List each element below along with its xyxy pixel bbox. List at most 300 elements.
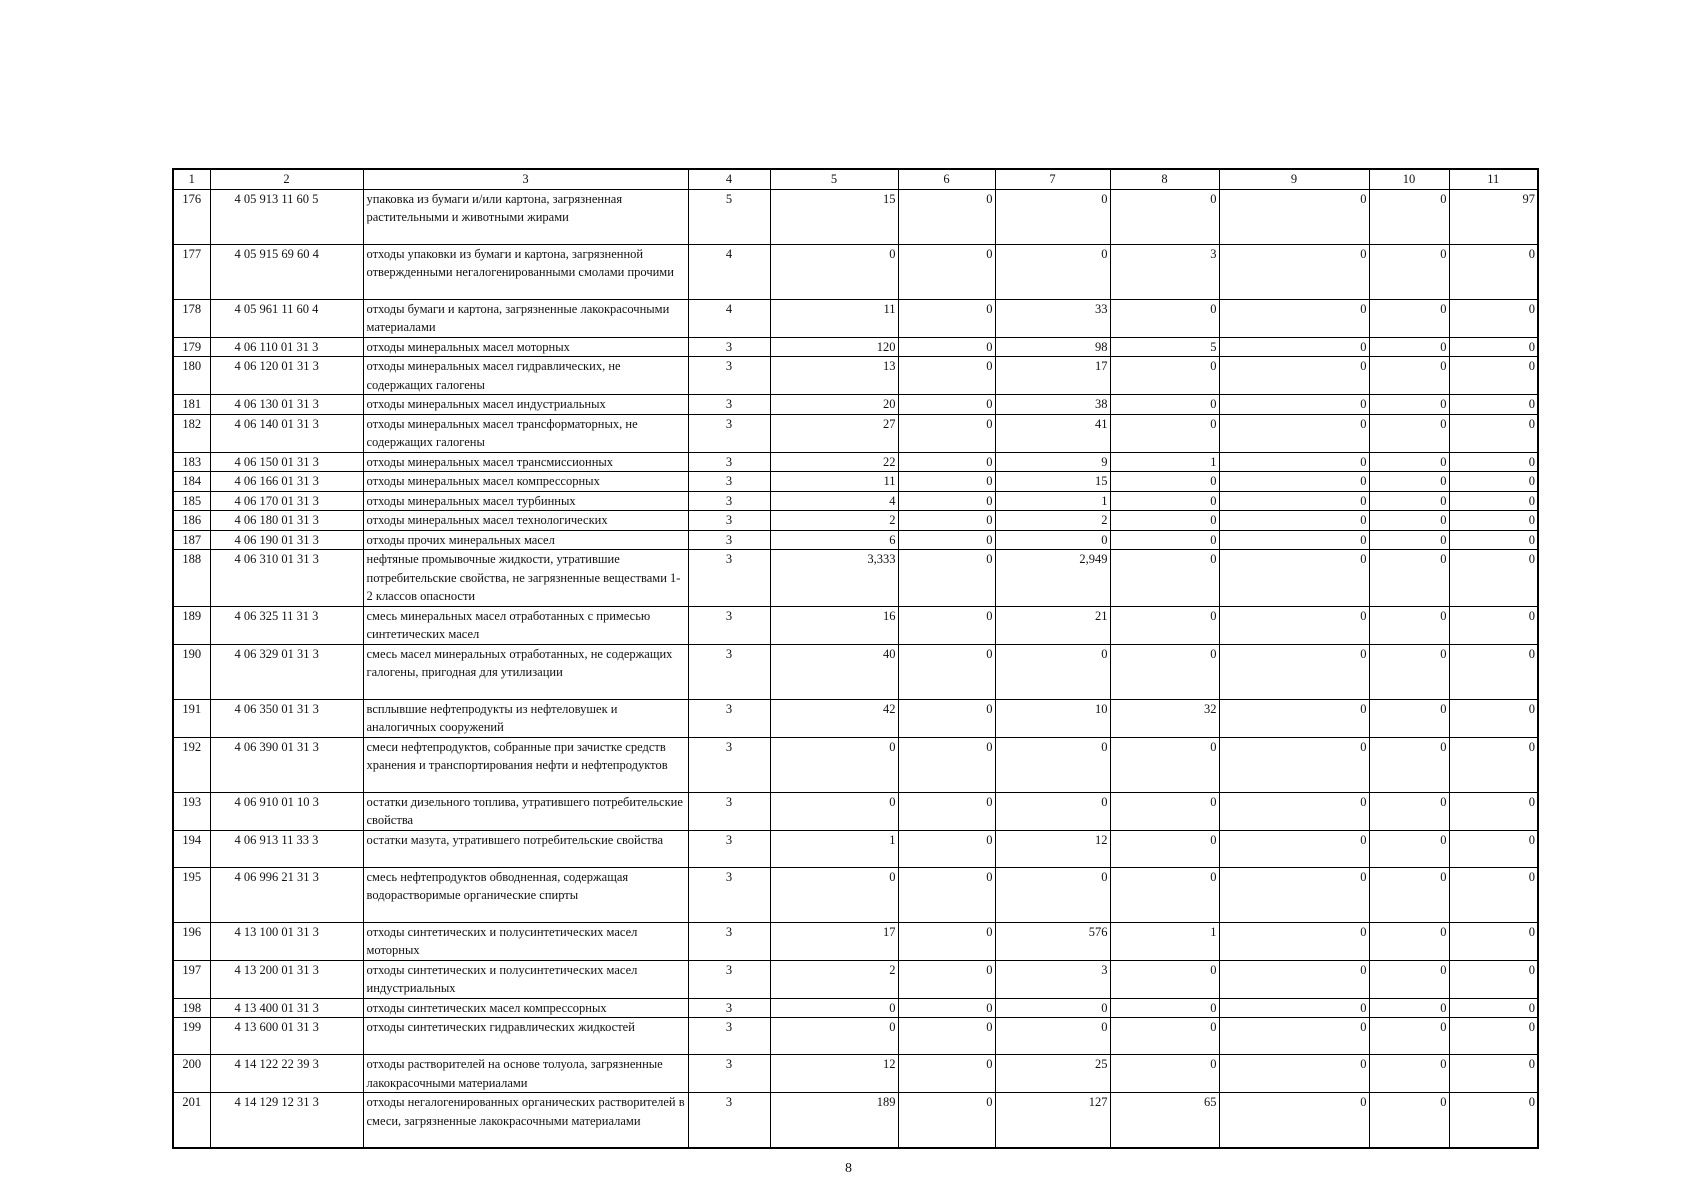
- value-col-5: 0: [770, 244, 898, 299]
- value-col-11: 0: [1449, 1093, 1538, 1148]
- hazard-class: 3: [688, 491, 770, 511]
- value-col-11: 0: [1449, 699, 1538, 737]
- value-col-11: 0: [1449, 414, 1538, 452]
- value-col-6: 0: [898, 337, 995, 357]
- hazard-class: 3: [688, 644, 770, 699]
- value-col-5: 42: [770, 699, 898, 737]
- value-col-6: 0: [898, 511, 995, 531]
- column-header-1: 1: [173, 169, 210, 189]
- value-col-6: 0: [898, 792, 995, 830]
- value-col-5: 13: [770, 357, 898, 395]
- hazard-class: 3: [688, 960, 770, 998]
- value-col-9: 0: [1219, 1055, 1369, 1093]
- hazard-class: 3: [688, 867, 770, 922]
- row-number: 201: [173, 1093, 210, 1148]
- value-col-7: 17: [995, 357, 1110, 395]
- value-col-7: 10: [995, 699, 1110, 737]
- waste-table: [172, 168, 1539, 1149]
- column-header-9: 9: [1219, 169, 1369, 189]
- value-col-7: 2,949: [995, 550, 1110, 607]
- column-header-5: 5: [770, 169, 898, 189]
- value-col-6: 0: [898, 414, 995, 452]
- value-col-5: 22: [770, 452, 898, 472]
- waste-code: 4 06 170 01 31 3: [210, 491, 363, 511]
- column-header-2: 2: [210, 169, 363, 189]
- table-row: [173, 1018, 1538, 1055]
- value-col-7: 0: [995, 189, 1110, 244]
- value-col-9: 0: [1219, 414, 1369, 452]
- hazard-class: 3: [688, 530, 770, 550]
- row-number: 187: [173, 530, 210, 550]
- value-col-10: 0: [1369, 1093, 1449, 1148]
- value-col-9: 0: [1219, 395, 1369, 415]
- column-header-10: 10: [1369, 169, 1449, 189]
- value-col-6: 0: [898, 922, 995, 960]
- value-col-7: 98: [995, 337, 1110, 357]
- value-col-11: 0: [1449, 395, 1538, 415]
- waste-name: смесь масел минеральных отработанных, не содержащих галогены, пригодная для утилизации: [363, 644, 688, 699]
- value-col-9: 0: [1219, 1093, 1369, 1148]
- waste-name: смесь нефтепродуктов обводненная, содержащая водорастворимые органические спирты: [363, 867, 688, 922]
- value-col-10: 0: [1369, 699, 1449, 737]
- value-col-6: 0: [898, 644, 995, 699]
- value-col-5: 17: [770, 922, 898, 960]
- waste-name: отходы минеральных масел компрессорных: [363, 472, 688, 492]
- value-col-5: 2: [770, 960, 898, 998]
- waste-name: отходы минеральных масел технологических: [363, 511, 688, 531]
- value-col-10: 0: [1369, 867, 1449, 922]
- row-number: 194: [173, 830, 210, 867]
- row-number: 186: [173, 511, 210, 531]
- value-col-9: 0: [1219, 830, 1369, 867]
- waste-code: 4 05 915 69 60 4: [210, 244, 363, 299]
- waste-code: 4 06 329 01 31 3: [210, 644, 363, 699]
- waste-code: 4 06 325 11 31 3: [210, 606, 363, 644]
- table-row: [173, 452, 1538, 472]
- hazard-class: 3: [688, 699, 770, 737]
- value-col-11: 97: [1449, 189, 1538, 244]
- row-number: 179: [173, 337, 210, 357]
- value-col-10: 0: [1369, 530, 1449, 550]
- value-col-9: 0: [1219, 189, 1369, 244]
- value-col-8: 0: [1110, 511, 1219, 531]
- value-col-6: 0: [898, 491, 995, 511]
- table-row: [173, 960, 1538, 998]
- table-row: [173, 1055, 1538, 1093]
- waste-code: 4 06 350 01 31 3: [210, 699, 363, 737]
- value-col-7: 0: [995, 244, 1110, 299]
- value-col-8: 0: [1110, 530, 1219, 550]
- value-col-10: 0: [1369, 189, 1449, 244]
- value-col-11: 0: [1449, 606, 1538, 644]
- value-col-7: 3: [995, 960, 1110, 998]
- waste-name: отходы минеральных масел индустриальных: [363, 395, 688, 415]
- table-row: [173, 299, 1538, 337]
- value-col-8: 3: [1110, 244, 1219, 299]
- value-col-9: 0: [1219, 244, 1369, 299]
- value-col-7: 15: [995, 472, 1110, 492]
- value-col-7: 0: [995, 737, 1110, 792]
- waste-name: отходы синтетических и полусинтетических масел моторных: [363, 922, 688, 960]
- value-col-11: 0: [1449, 644, 1538, 699]
- hazard-class: 3: [688, 606, 770, 644]
- waste-name: отходы минеральных масел моторных: [363, 337, 688, 357]
- waste-code: 4 06 310 01 31 3: [210, 550, 363, 607]
- row-number: 195: [173, 867, 210, 922]
- value-col-9: 0: [1219, 511, 1369, 531]
- value-col-7: 0: [995, 530, 1110, 550]
- value-col-6: 0: [898, 1055, 995, 1093]
- waste-code: 4 14 129 12 31 3: [210, 1093, 363, 1148]
- value-col-6: 0: [898, 530, 995, 550]
- value-col-10: 0: [1369, 244, 1449, 299]
- value-col-6: 0: [898, 867, 995, 922]
- table-row: [173, 491, 1538, 511]
- value-col-5: 1: [770, 830, 898, 867]
- value-col-8: 0: [1110, 491, 1219, 511]
- table-row: [173, 606, 1538, 644]
- value-col-8: 0: [1110, 189, 1219, 244]
- value-col-9: 0: [1219, 699, 1369, 737]
- row-number: 198: [173, 998, 210, 1018]
- value-col-8: 0: [1110, 606, 1219, 644]
- value-col-7: 9: [995, 452, 1110, 472]
- value-col-9: 0: [1219, 530, 1369, 550]
- hazard-class: 3: [688, 792, 770, 830]
- waste-name: отходы минеральных масел турбинных: [363, 491, 688, 511]
- waste-name: отходы негалогенированных органических растворителей в смеси, загрязненные лакокрасочными материалами: [363, 1093, 688, 1148]
- hazard-class: 4: [688, 244, 770, 299]
- value-col-5: 12: [770, 1055, 898, 1093]
- value-col-5: 4: [770, 491, 898, 511]
- value-col-9: 0: [1219, 606, 1369, 644]
- value-col-6: 0: [898, 452, 995, 472]
- row-number: 177: [173, 244, 210, 299]
- waste-name: остатки дизельного топлива, утратившего потребительские свойства: [363, 792, 688, 830]
- row-number: 184: [173, 472, 210, 492]
- value-col-8: 0: [1110, 299, 1219, 337]
- hazard-class: 5: [688, 189, 770, 244]
- value-col-6: 0: [898, 606, 995, 644]
- value-col-7: 25: [995, 1055, 1110, 1093]
- value-col-7: 0: [995, 644, 1110, 699]
- value-col-8: 5: [1110, 337, 1219, 357]
- value-col-7: 0: [995, 867, 1110, 922]
- waste-name: отходы синтетических и полусинтетических масел индустриальных: [363, 960, 688, 998]
- waste-code: 4 06 390 01 31 3: [210, 737, 363, 792]
- value-col-9: 0: [1219, 867, 1369, 922]
- value-col-11: 0: [1449, 1018, 1538, 1055]
- table-row: [173, 699, 1538, 737]
- value-col-10: 0: [1369, 960, 1449, 998]
- value-col-8: 0: [1110, 998, 1219, 1018]
- table-row: [173, 357, 1538, 395]
- value-col-9: 0: [1219, 299, 1369, 337]
- waste-name: отходы синтетических гидравлических жидкостей: [363, 1018, 688, 1055]
- row-number: 182: [173, 414, 210, 452]
- value-col-11: 0: [1449, 337, 1538, 357]
- row-number: 183: [173, 452, 210, 472]
- value-col-10: 0: [1369, 299, 1449, 337]
- value-col-8: 0: [1110, 472, 1219, 492]
- waste-name: отходы прочих минеральных масел: [363, 530, 688, 550]
- waste-code: 4 14 122 22 39 3: [210, 1055, 363, 1093]
- value-col-11: 0: [1449, 867, 1538, 922]
- value-col-5: 0: [770, 867, 898, 922]
- table-row: [173, 550, 1538, 607]
- value-col-11: 0: [1449, 922, 1538, 960]
- value-col-7: 41: [995, 414, 1110, 452]
- table-body: [173, 189, 1538, 1148]
- row-number: 193: [173, 792, 210, 830]
- waste-name: нефтяные промывочные жидкости, утратившие потребительские свойства, не загрязненные веществами 1-2 классов опасности: [363, 550, 688, 607]
- value-col-11: 0: [1449, 511, 1538, 531]
- value-col-6: 0: [898, 1018, 995, 1055]
- row-number: 176: [173, 189, 210, 244]
- waste-code: 4 06 110 01 31 3: [210, 337, 363, 357]
- hazard-class: 3: [688, 737, 770, 792]
- value-col-8: 0: [1110, 644, 1219, 699]
- value-col-11: 0: [1449, 299, 1538, 337]
- value-col-10: 0: [1369, 737, 1449, 792]
- value-col-10: 0: [1369, 550, 1449, 607]
- value-col-5: 189: [770, 1093, 898, 1148]
- value-col-6: 0: [898, 737, 995, 792]
- waste-name: отходы упаковки из бумаги и картона, загрязненной отвержденными негалогенированными смолами прочими: [363, 244, 688, 299]
- value-col-8: 32: [1110, 699, 1219, 737]
- waste-name: отходы минеральных масел гидравлических, не содержащих галогены: [363, 357, 688, 395]
- value-col-9: 0: [1219, 644, 1369, 699]
- hazard-class: 4: [688, 299, 770, 337]
- table-row: [173, 244, 1538, 299]
- value-col-8: 1: [1110, 452, 1219, 472]
- value-col-9: 0: [1219, 337, 1369, 357]
- row-number: 181: [173, 395, 210, 415]
- value-col-11: 0: [1449, 550, 1538, 607]
- value-col-10: 0: [1369, 644, 1449, 699]
- row-number: 190: [173, 644, 210, 699]
- value-col-10: 0: [1369, 337, 1449, 357]
- table-row: [173, 830, 1538, 867]
- value-col-10: 0: [1369, 472, 1449, 492]
- waste-code: 4 06 150 01 31 3: [210, 452, 363, 472]
- hazard-class: 3: [688, 357, 770, 395]
- value-col-5: 40: [770, 644, 898, 699]
- value-col-11: 0: [1449, 530, 1538, 550]
- value-col-10: 0: [1369, 395, 1449, 415]
- value-col-8: 0: [1110, 1055, 1219, 1093]
- value-col-5: 6: [770, 530, 898, 550]
- value-col-8: 65: [1110, 1093, 1219, 1148]
- waste-name: остатки мазута, утратившего потребительские свойства: [363, 830, 688, 867]
- value-col-10: 0: [1369, 1018, 1449, 1055]
- column-header-3: 3: [363, 169, 688, 189]
- value-col-11: 0: [1449, 830, 1538, 867]
- row-number: 191: [173, 699, 210, 737]
- value-col-11: 0: [1449, 1055, 1538, 1093]
- value-col-8: 0: [1110, 792, 1219, 830]
- value-col-10: 0: [1369, 830, 1449, 867]
- hazard-class: 3: [688, 337, 770, 357]
- hazard-class: 3: [688, 1093, 770, 1148]
- waste-code: 4 06 130 01 31 3: [210, 395, 363, 415]
- waste-code: 4 06 180 01 31 3: [210, 511, 363, 531]
- row-number: 192: [173, 737, 210, 792]
- page-number: 8: [845, 1161, 852, 1176]
- value-col-10: 0: [1369, 357, 1449, 395]
- value-col-8: 0: [1110, 737, 1219, 792]
- hazard-class: 3: [688, 922, 770, 960]
- value-col-5: 11: [770, 299, 898, 337]
- waste-code: 4 06 120 01 31 3: [210, 357, 363, 395]
- hazard-class: 3: [688, 1018, 770, 1055]
- value-col-9: 0: [1219, 550, 1369, 607]
- table-row: [173, 644, 1538, 699]
- row-number: 197: [173, 960, 210, 998]
- value-col-5: 0: [770, 737, 898, 792]
- waste-code: 4 06 166 01 31 3: [210, 472, 363, 492]
- value-col-5: 16: [770, 606, 898, 644]
- value-col-7: 127: [995, 1093, 1110, 1148]
- value-col-5: 2: [770, 511, 898, 531]
- value-col-7: 576: [995, 922, 1110, 960]
- value-col-6: 0: [898, 244, 995, 299]
- value-col-9: 0: [1219, 998, 1369, 1018]
- hazard-class: 3: [688, 452, 770, 472]
- table-row: [173, 1093, 1538, 1148]
- hazard-class: 3: [688, 414, 770, 452]
- value-col-10: 0: [1369, 792, 1449, 830]
- waste-code: 4 05 961 11 60 4: [210, 299, 363, 337]
- column-header-4: 4: [688, 169, 770, 189]
- value-col-5: 120: [770, 337, 898, 357]
- value-col-6: 0: [898, 550, 995, 607]
- column-header-7: 7: [995, 169, 1110, 189]
- waste-name: всплывшие нефтепродукты из нефтеловушек и аналогичных сооружений: [363, 699, 688, 737]
- value-col-7: 12: [995, 830, 1110, 867]
- value-col-10: 0: [1369, 491, 1449, 511]
- row-number: 188: [173, 550, 210, 607]
- row-number: 196: [173, 922, 210, 960]
- waste-code: 4 06 996 21 31 3: [210, 867, 363, 922]
- hazard-class: 3: [688, 998, 770, 1018]
- table-row: [173, 472, 1538, 492]
- value-col-5: 11: [770, 472, 898, 492]
- value-col-9: 0: [1219, 737, 1369, 792]
- hazard-class: 3: [688, 1055, 770, 1093]
- waste-name: отходы синтетических масел компрессорных: [363, 998, 688, 1018]
- waste-name: смесь минеральных масел отработанных с примесью синтетических масел: [363, 606, 688, 644]
- value-col-7: 2: [995, 511, 1110, 531]
- value-col-8: 0: [1110, 867, 1219, 922]
- value-col-8: 0: [1110, 960, 1219, 998]
- hazard-class: 3: [688, 395, 770, 415]
- value-col-5: 20: [770, 395, 898, 415]
- value-col-9: 0: [1219, 491, 1369, 511]
- table-row: [173, 395, 1538, 415]
- value-col-5: 15: [770, 189, 898, 244]
- value-col-7: 38: [995, 395, 1110, 415]
- value-col-6: 0: [898, 395, 995, 415]
- table-row: [173, 998, 1538, 1018]
- table-row: [173, 737, 1538, 792]
- waste-name: отходы растворителей на основе толуола, загрязненные лакокрасочными материалами: [363, 1055, 688, 1093]
- value-col-11: 0: [1449, 472, 1538, 492]
- waste-code: 4 05 913 11 60 5: [210, 189, 363, 244]
- waste-code: 4 13 200 01 31 3: [210, 960, 363, 998]
- value-col-8: 0: [1110, 357, 1219, 395]
- column-header-11: 11: [1449, 169, 1538, 189]
- value-col-6: 0: [898, 699, 995, 737]
- value-col-6: 0: [898, 299, 995, 337]
- waste-name: упаковка из бумаги и/или картона, загрязненная растительными и животными жирами: [363, 189, 688, 244]
- hazard-class: 3: [688, 550, 770, 607]
- value-col-7: 0: [995, 998, 1110, 1018]
- value-col-11: 0: [1449, 737, 1538, 792]
- table-row: [173, 511, 1538, 531]
- value-col-7: 0: [995, 792, 1110, 830]
- hazard-class: 3: [688, 472, 770, 492]
- value-col-7: 0: [995, 1018, 1110, 1055]
- value-col-6: 0: [898, 472, 995, 492]
- value-col-9: 0: [1219, 960, 1369, 998]
- value-col-11: 0: [1449, 960, 1538, 998]
- value-col-8: 0: [1110, 830, 1219, 867]
- value-col-6: 0: [898, 830, 995, 867]
- value-col-5: 0: [770, 1018, 898, 1055]
- waste-code: 4 06 910 01 10 3: [210, 792, 363, 830]
- waste-name: отходы минеральных масел трансформаторных, не содержащих галогены: [363, 414, 688, 452]
- row-number: 189: [173, 606, 210, 644]
- waste-code: 4 06 190 01 31 3: [210, 530, 363, 550]
- value-col-10: 0: [1369, 998, 1449, 1018]
- value-col-6: 0: [898, 998, 995, 1018]
- table-row: [173, 530, 1538, 550]
- row-number: 178: [173, 299, 210, 337]
- table-row: [173, 337, 1538, 357]
- row-number: 180: [173, 357, 210, 395]
- waste-code: 4 06 140 01 31 3: [210, 414, 363, 452]
- value-col-8: 0: [1110, 395, 1219, 415]
- value-col-5: 3,333: [770, 550, 898, 607]
- value-col-5: 0: [770, 998, 898, 1018]
- header-row: [173, 169, 1538, 189]
- value-col-8: 0: [1110, 550, 1219, 607]
- value-col-11: 0: [1449, 491, 1538, 511]
- value-col-10: 0: [1369, 414, 1449, 452]
- table-row: [173, 189, 1538, 244]
- value-col-6: 0: [898, 189, 995, 244]
- waste-code: 4 13 600 01 31 3: [210, 1018, 363, 1055]
- value-col-11: 0: [1449, 452, 1538, 472]
- value-col-9: 0: [1219, 1018, 1369, 1055]
- value-col-11: 0: [1449, 792, 1538, 830]
- value-col-7: 21: [995, 606, 1110, 644]
- column-header-8: 8: [1110, 169, 1219, 189]
- value-col-11: 0: [1449, 357, 1538, 395]
- value-col-9: 0: [1219, 922, 1369, 960]
- waste-name: отходы минеральных масел трансмиссионных: [363, 452, 688, 472]
- value-col-11: 0: [1449, 998, 1538, 1018]
- value-col-10: 0: [1369, 511, 1449, 531]
- value-col-9: 0: [1219, 357, 1369, 395]
- waste-code: 4 06 913 11 33 3: [210, 830, 363, 867]
- value-col-10: 0: [1369, 452, 1449, 472]
- value-col-9: 0: [1219, 472, 1369, 492]
- row-number: 185: [173, 491, 210, 511]
- hazard-class: 3: [688, 830, 770, 867]
- value-col-10: 0: [1369, 922, 1449, 960]
